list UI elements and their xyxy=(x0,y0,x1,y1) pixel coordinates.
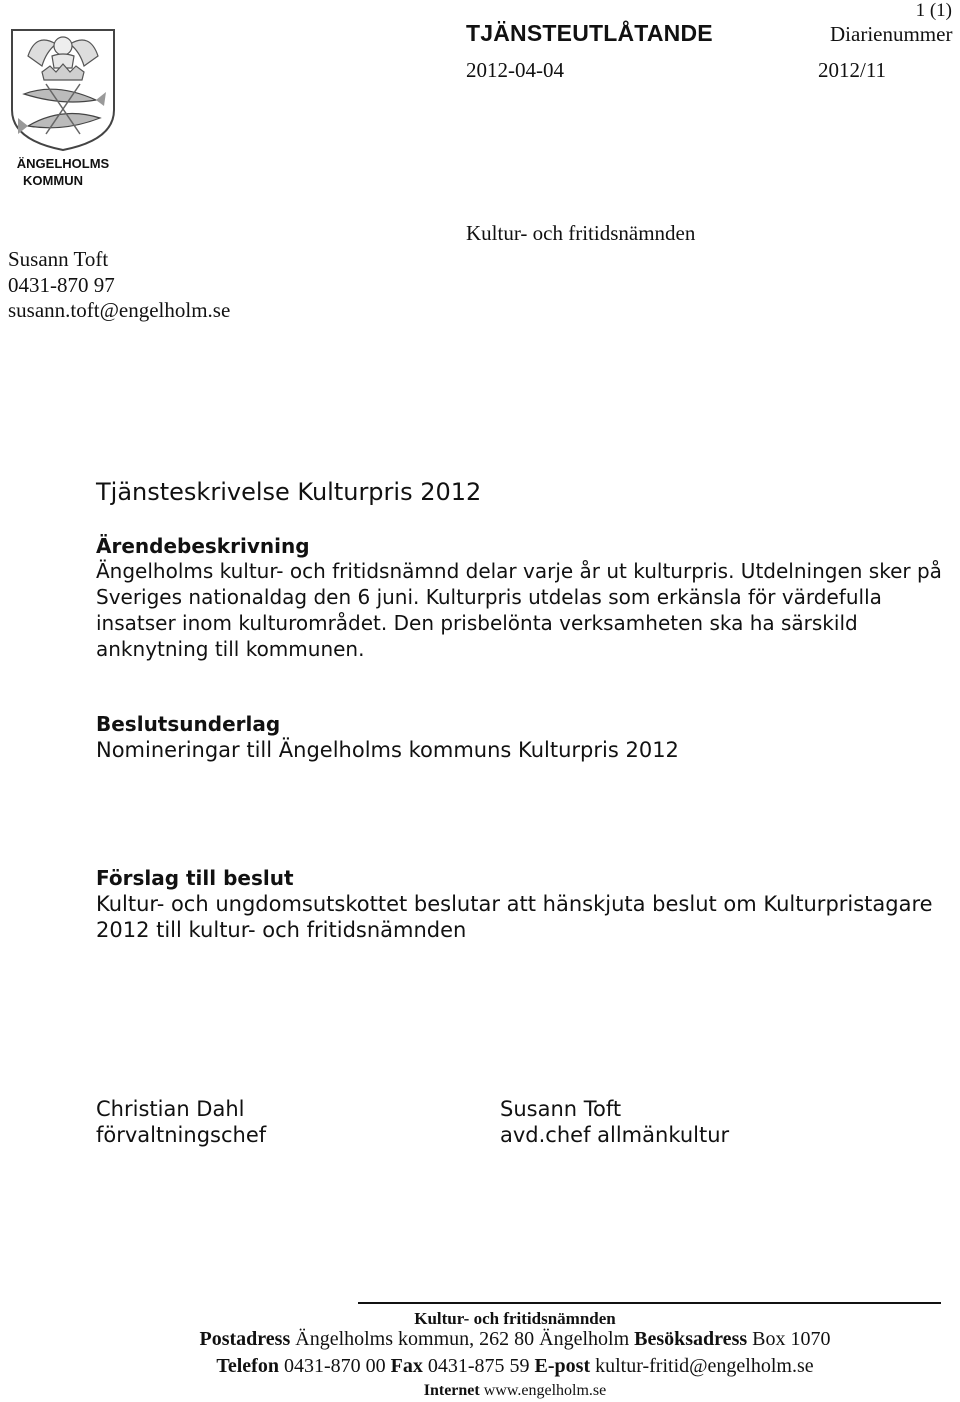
coat-of-arms-icon xyxy=(6,22,120,192)
section-text-forslag-till-beslut: Kultur- och ungdomsutskottet beslutar att hänskjuta beslut om Kulturpristagare 2012 till kultur- och fritidsnämnden xyxy=(96,892,933,942)
signature-name: Christian Dahl xyxy=(96,1097,245,1121)
footer-address-line xyxy=(0,1328,960,1351)
postadress-value: Ängelholms kommun, 262 80 Ängelholm xyxy=(295,1328,630,1350)
sender-name: Susann Toft xyxy=(8,247,109,271)
diarie-number: 2012/11 xyxy=(818,58,887,82)
footer-internet-line xyxy=(0,1382,960,1400)
internet-link[interactable]: www.engelholm.se xyxy=(483,1382,607,1399)
besoksadress-value: Box 1070 xyxy=(752,1328,831,1350)
internet-label: Internet xyxy=(423,1382,480,1399)
postadress-label: Postadress xyxy=(199,1328,291,1350)
svg-text:ÄNGELHOLMS: ÄNGELHOLMS xyxy=(16,156,110,171)
fax-value: 0431-875 59 xyxy=(427,1355,530,1377)
page-number: 1 (1) xyxy=(915,0,952,21)
signature-name: Susann Toft xyxy=(500,1097,622,1121)
footer-divider xyxy=(358,1302,941,1304)
fax-label: Fax xyxy=(390,1355,423,1377)
epost-value[interactable]: kultur-fritid@engelholm.se xyxy=(595,1355,814,1377)
section-heading-beslutsunderlag: Beslutsunderlag xyxy=(96,712,281,736)
svg-text:KOMMUN: KOMMUN xyxy=(23,173,83,188)
besoksadress-label: Besöksadress xyxy=(634,1328,748,1350)
document-type: TJÄNSTEUTLÅTANDE xyxy=(466,20,713,46)
telefon-label: Telefon xyxy=(216,1355,279,1377)
signature-title: avd.chef allmänkultur xyxy=(500,1123,730,1147)
sender-phone: 0431-870 97 xyxy=(8,273,115,297)
municipality-logo xyxy=(6,22,120,192)
signature-title: förvaltningschef xyxy=(96,1123,267,1147)
section-text-beslutsunderlag: Nomineringar till Ängelholms kommuns Kulturpris 2012 xyxy=(96,738,679,762)
recipient: Kultur- och fritidsnämnden xyxy=(466,221,696,245)
epost-label: E-post xyxy=(534,1355,591,1377)
section-text-arendebeskrivning: Ängelholms kultur- och fritidsnämnd delar varje år ut kulturpris. Utdelningen sker på Sveriges nationaldag den 6 juni. Kulturpris utdelas som erkänsla för värdefulla insatser inom kulturområdet. Den prisbelönta verksamheten ska ha särskild anknytning till kommunen. xyxy=(96,559,942,661)
document-title: Tjänsteskrivelse Kulturpris 2012 xyxy=(96,478,482,506)
sender-email[interactable]: susann.toft@engelholm.se xyxy=(8,298,231,322)
footer-contact-line xyxy=(0,1355,960,1378)
document-date: 2012-04-04 xyxy=(466,58,564,82)
telefon-value: 0431-870 00 xyxy=(283,1355,386,1377)
diarie-label: Diarienummer xyxy=(830,22,953,46)
section-heading-forslag-till-beslut: Förslag till beslut xyxy=(96,866,294,890)
section-heading-arendebeskrivning: Ärendebeskrivning xyxy=(96,534,310,558)
footer-organization: Kultur- och fritidsnämnden xyxy=(414,1309,616,1328)
